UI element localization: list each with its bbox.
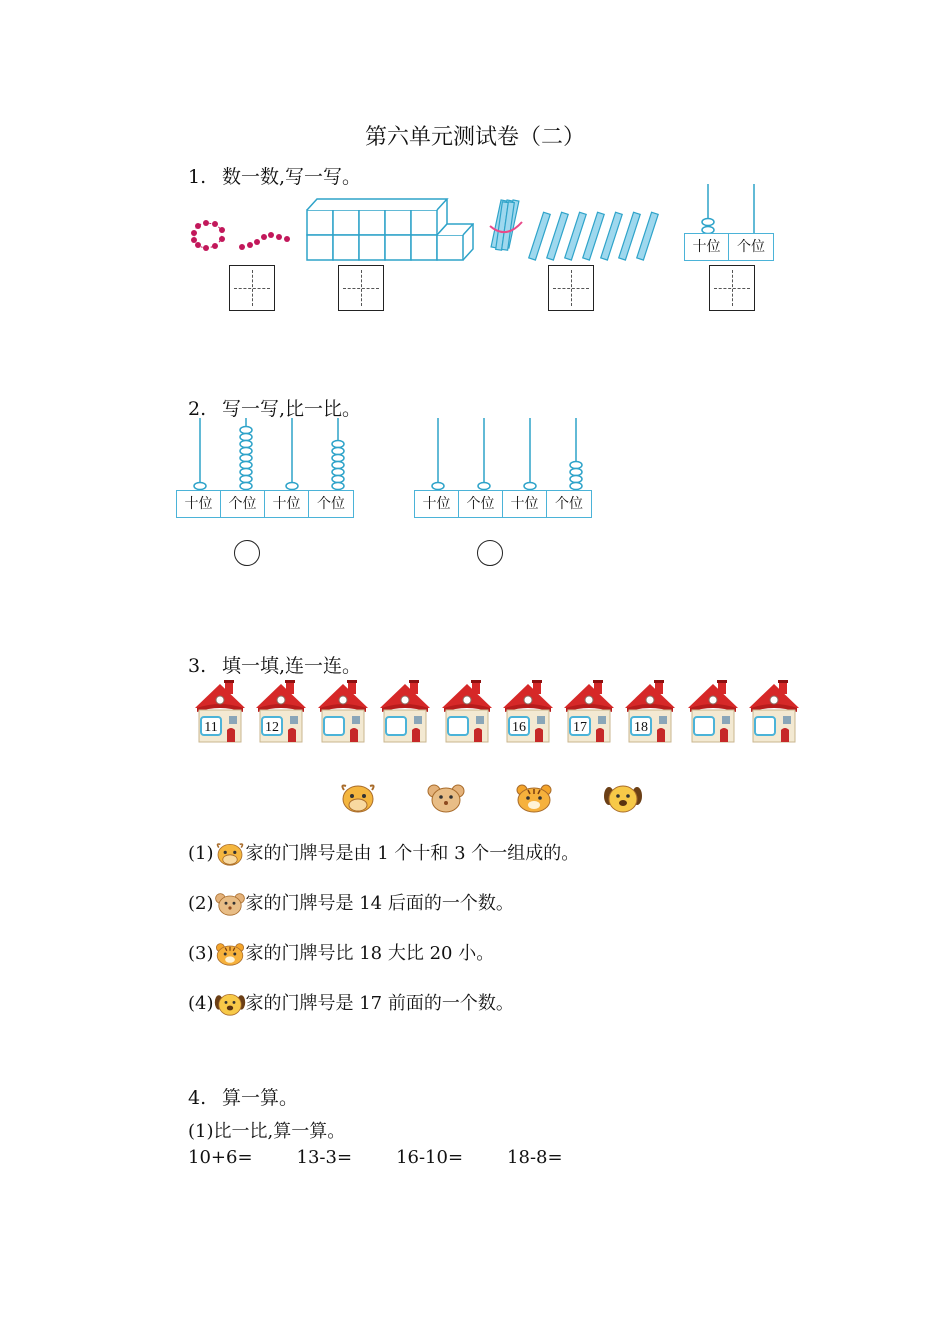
house <box>745 678 803 744</box>
tiger-icon <box>214 941 246 967</box>
q2-text: 写一写,比一比。 <box>222 398 362 420</box>
q1-heading <box>188 162 361 189</box>
house <box>438 678 496 744</box>
abacus-rods-right <box>414 418 604 492</box>
q1-number: 1. <box>188 166 207 188</box>
sticks-illustration <box>484 196 674 264</box>
calc-row <box>188 1147 607 1168</box>
item-text: 家的门牌号是由 1 个十和 3 个一组成的。 <box>245 843 580 864</box>
cubes-illustration <box>304 196 474 264</box>
house-number[interactable] <box>447 716 469 736</box>
calc-expression[interactable]: 18-8= <box>507 1147 563 1168</box>
q3-item-3 <box>188 939 494 967</box>
house-number[interactable]: 17 <box>569 716 591 736</box>
ones-label: 个位 <box>737 239 765 255</box>
q4-subheading: (1)比一比,算一算。 <box>188 1121 346 1142</box>
dots-illustration <box>186 195 296 260</box>
item-text: 家的门牌号是 14 后面的一个数。 <box>245 893 514 914</box>
item-text: 家的门牌号是 17 前面的一个数。 <box>245 993 514 1014</box>
place-value-table-q1 <box>684 233 774 261</box>
q2-heading <box>188 394 361 421</box>
item-label: (4) <box>188 993 214 1014</box>
house-number[interactable] <box>693 716 715 736</box>
page-title: 第六单元测试卷（二） <box>364 125 585 150</box>
compare-circle[interactable] <box>477 540 503 566</box>
house-number[interactable] <box>754 716 776 736</box>
mouse-icon[interactable] <box>426 782 466 814</box>
answer-box[interactable] <box>338 265 384 311</box>
house-number[interactable] <box>323 716 345 736</box>
q4-heading <box>188 1083 298 1110</box>
place-value-table-right <box>414 490 592 518</box>
place-value-table-left <box>176 490 354 518</box>
ox-icon <box>214 841 246 867</box>
mouse-icon <box>214 891 246 917</box>
q3-item-4 <box>188 989 514 1017</box>
tens-label: 十位 <box>177 491 221 517</box>
house-number[interactable]: 11 <box>200 716 222 736</box>
item-text: 家的门牌号比 18 大比 20 小。 <box>245 943 495 964</box>
dog-icon[interactable] <box>603 782 643 814</box>
tens-label: 十位 <box>265 491 309 517</box>
tens-label: 十位 <box>685 234 729 260</box>
q4-number: 4. <box>188 1087 207 1109</box>
q3-item-1 <box>188 839 579 867</box>
q3-item-2 <box>188 889 514 917</box>
dog-icon <box>214 991 246 1017</box>
house-number[interactable]: 12 <box>261 716 283 736</box>
q3-number: 3. <box>188 655 207 677</box>
answer-box[interactable] <box>709 265 755 311</box>
q3-text: 填一填,连一连。 <box>222 655 362 677</box>
compare-circle[interactable] <box>234 540 260 566</box>
ones-label: 个位 <box>459 491 503 517</box>
ox-icon[interactable] <box>338 782 378 814</box>
house-number[interactable] <box>385 716 407 736</box>
item-label: (3) <box>188 943 214 964</box>
house <box>499 678 557 744</box>
answer-box[interactable] <box>548 265 594 311</box>
house <box>621 678 679 744</box>
abacus-rods-left <box>176 418 366 492</box>
q3-heading <box>188 651 361 678</box>
house <box>684 678 742 744</box>
house <box>314 678 372 744</box>
q2-number: 2. <box>188 398 207 420</box>
q1-text: 数一数,写一写。 <box>222 166 362 188</box>
tens-label: 十位 <box>415 491 459 517</box>
tens-label: 十位 <box>503 491 547 517</box>
house <box>191 678 249 744</box>
answer-box[interactable] <box>229 265 275 311</box>
abacus-rods-q1 <box>686 184 778 236</box>
house <box>376 678 434 744</box>
q4-text: 算一算。 <box>222 1087 299 1109</box>
item-label: (1) <box>188 843 214 864</box>
house-number[interactable]: 18 <box>630 716 652 736</box>
tiger-icon[interactable] <box>514 782 554 814</box>
calc-expression[interactable]: 10+6= <box>188 1147 253 1168</box>
ones-label: 个位 <box>317 496 345 512</box>
calc-expression[interactable]: 13-3= <box>296 1147 353 1168</box>
ones-label: 个位 <box>555 496 583 512</box>
ones-label: 个位 <box>221 491 265 517</box>
item-label: (2) <box>188 893 214 914</box>
house-number[interactable]: 16 <box>508 716 530 736</box>
house <box>252 678 310 744</box>
house <box>560 678 618 744</box>
calc-expression[interactable]: 16-10= <box>396 1147 464 1168</box>
